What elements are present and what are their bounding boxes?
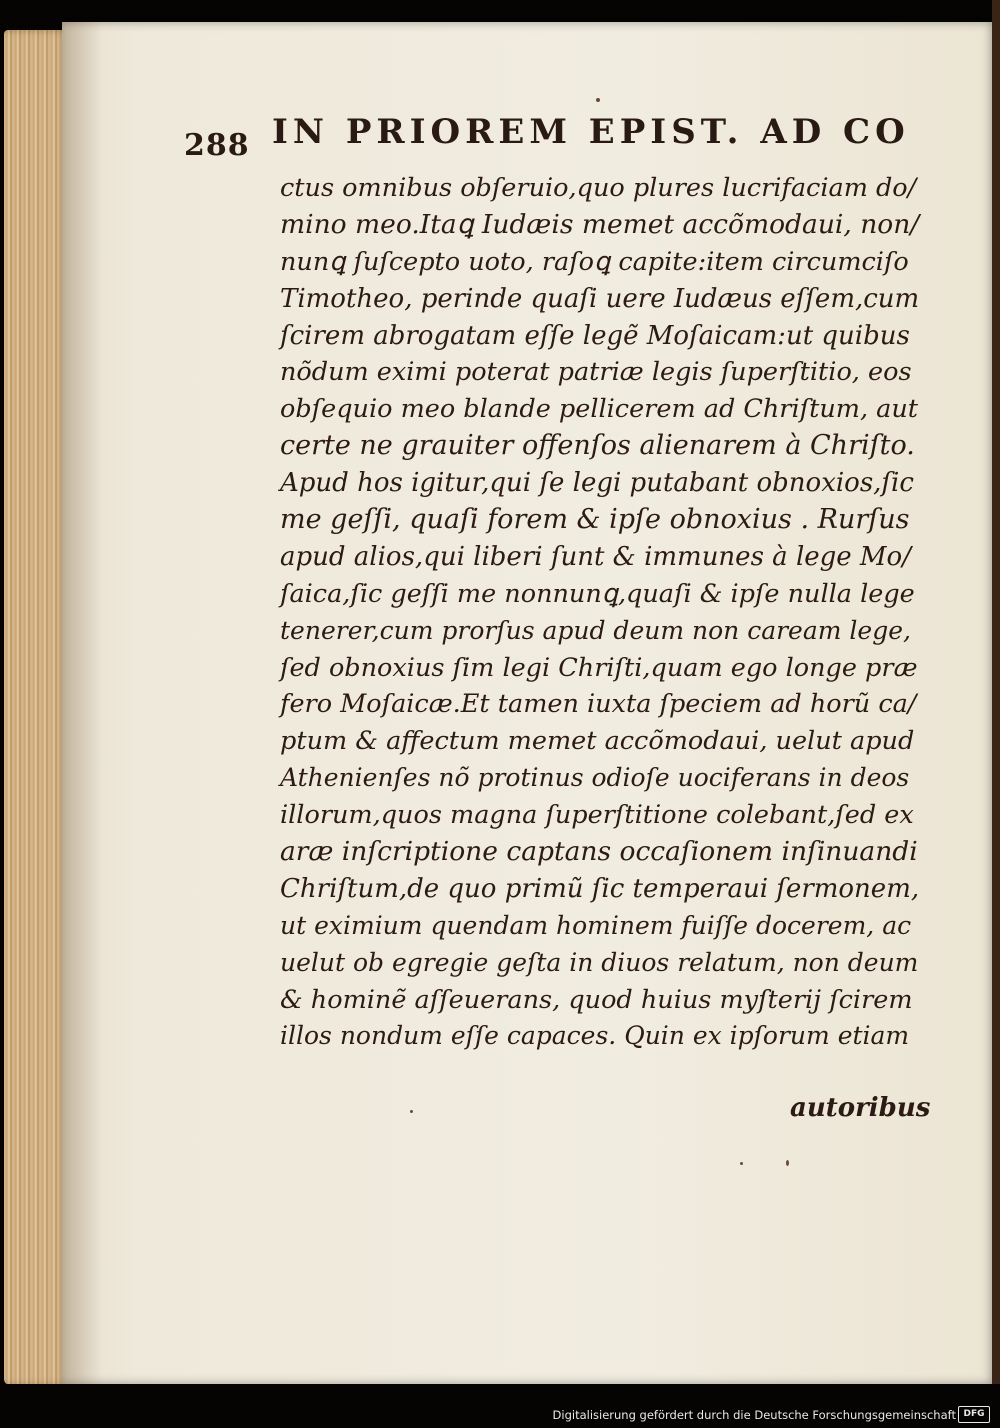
text-line: apud alios,qui liberi ſunt & immunes à lege Mo/ (280, 541, 911, 572)
catchword: autoribus (790, 1093, 931, 1123)
page-number: 288 (184, 128, 250, 163)
text-line: fero Moſaicæ.Et tamen iuxta ſpeciem ad horũ ca/ (280, 689, 917, 720)
text-line: Timotheo, perinde quaſi uere Iudæus eſſem,cum (280, 283, 920, 314)
ink-speck (596, 98, 600, 102)
dfg-logo-icon: DFG (958, 1406, 990, 1423)
running-head: IN PRIOREM EPIST. AD CO (272, 112, 910, 152)
text-line: Athenienſes nõ protinus odioſe uociferans in deos (280, 763, 910, 793)
spine-shadow (62, 22, 102, 1384)
text-line: obſequio meo blande pellicerem ad Chriſtum, aut (280, 394, 919, 425)
text-line: illos nondum eſſe capaces. Quin ex ipſorum etiam (280, 1021, 910, 1051)
text-line: illorum,quos magna ſuperſtitione colebant,ſed ex (280, 800, 914, 831)
ink-speck (740, 1162, 743, 1165)
text-line: ptum & affectum memet accõmodaui, uelut apud (280, 726, 915, 757)
text-line: tenerer,cum prorſus apud deum non caream lege, (280, 615, 911, 645)
text-line: certe ne grauiter offenſos alienarem à Chriſto. (280, 430, 915, 462)
text-line: & hominẽ aſſeuerans, quod huius myſterij ſcirem (280, 984, 913, 1015)
ink-speck (786, 1160, 789, 1166)
text-line: ut eximium quendam hominem fuiſſe docerem, ac (280, 910, 912, 940)
text-line: me geſſi, quaſi forem & ipſe obnoxius . Rurſus (280, 504, 910, 536)
text-line: Chriſtum,de quo primũ ſic temperaui ſermonem, (280, 873, 920, 904)
text-line: aræ inſcriptione captans occaſionem inſinuandi (280, 836, 918, 868)
text-line: nunꝗ ſuſcepto uoto, raſoꝗ capite:item circumciſo (280, 246, 909, 277)
body-text (280, 170, 920, 1055)
text-line: uelut ob egregie geſta in diuos relatum, non deum (280, 947, 919, 977)
text-line: mino meo.Itaꝗ Iudæis memet accõmodaui, non/ (280, 208, 920, 240)
text-line: Apud hos igitur,qui ſe legi putabant obnoxios,ſic (280, 468, 914, 499)
ink-speck (410, 1110, 413, 1113)
text-line: ſed obnoxius ſim legi Chriſti,quam ego longe præ (280, 652, 918, 683)
text-line: nõdum eximi poterat patriæ legis ſuperſtitio, eos (280, 357, 912, 388)
page-header (184, 112, 914, 164)
text-line: ſcirem abrogatam eſſe legẽ Moſaicam:ut quibus (280, 320, 910, 351)
funding-credit: Digitalisierung gefördert durch die Deutsche Forschungsgemeinschaft (552, 1408, 956, 1422)
text-line: ctus omnibus obſeruio,quo plures lucrifaciam do/ (280, 173, 917, 203)
text-line: ſaica,ſic geſſi me nonnunꝗ,quaſi & ipſe nulla lege (280, 578, 915, 609)
book-cover-edge (992, 0, 1000, 1428)
footer-bar (0, 1384, 1000, 1428)
